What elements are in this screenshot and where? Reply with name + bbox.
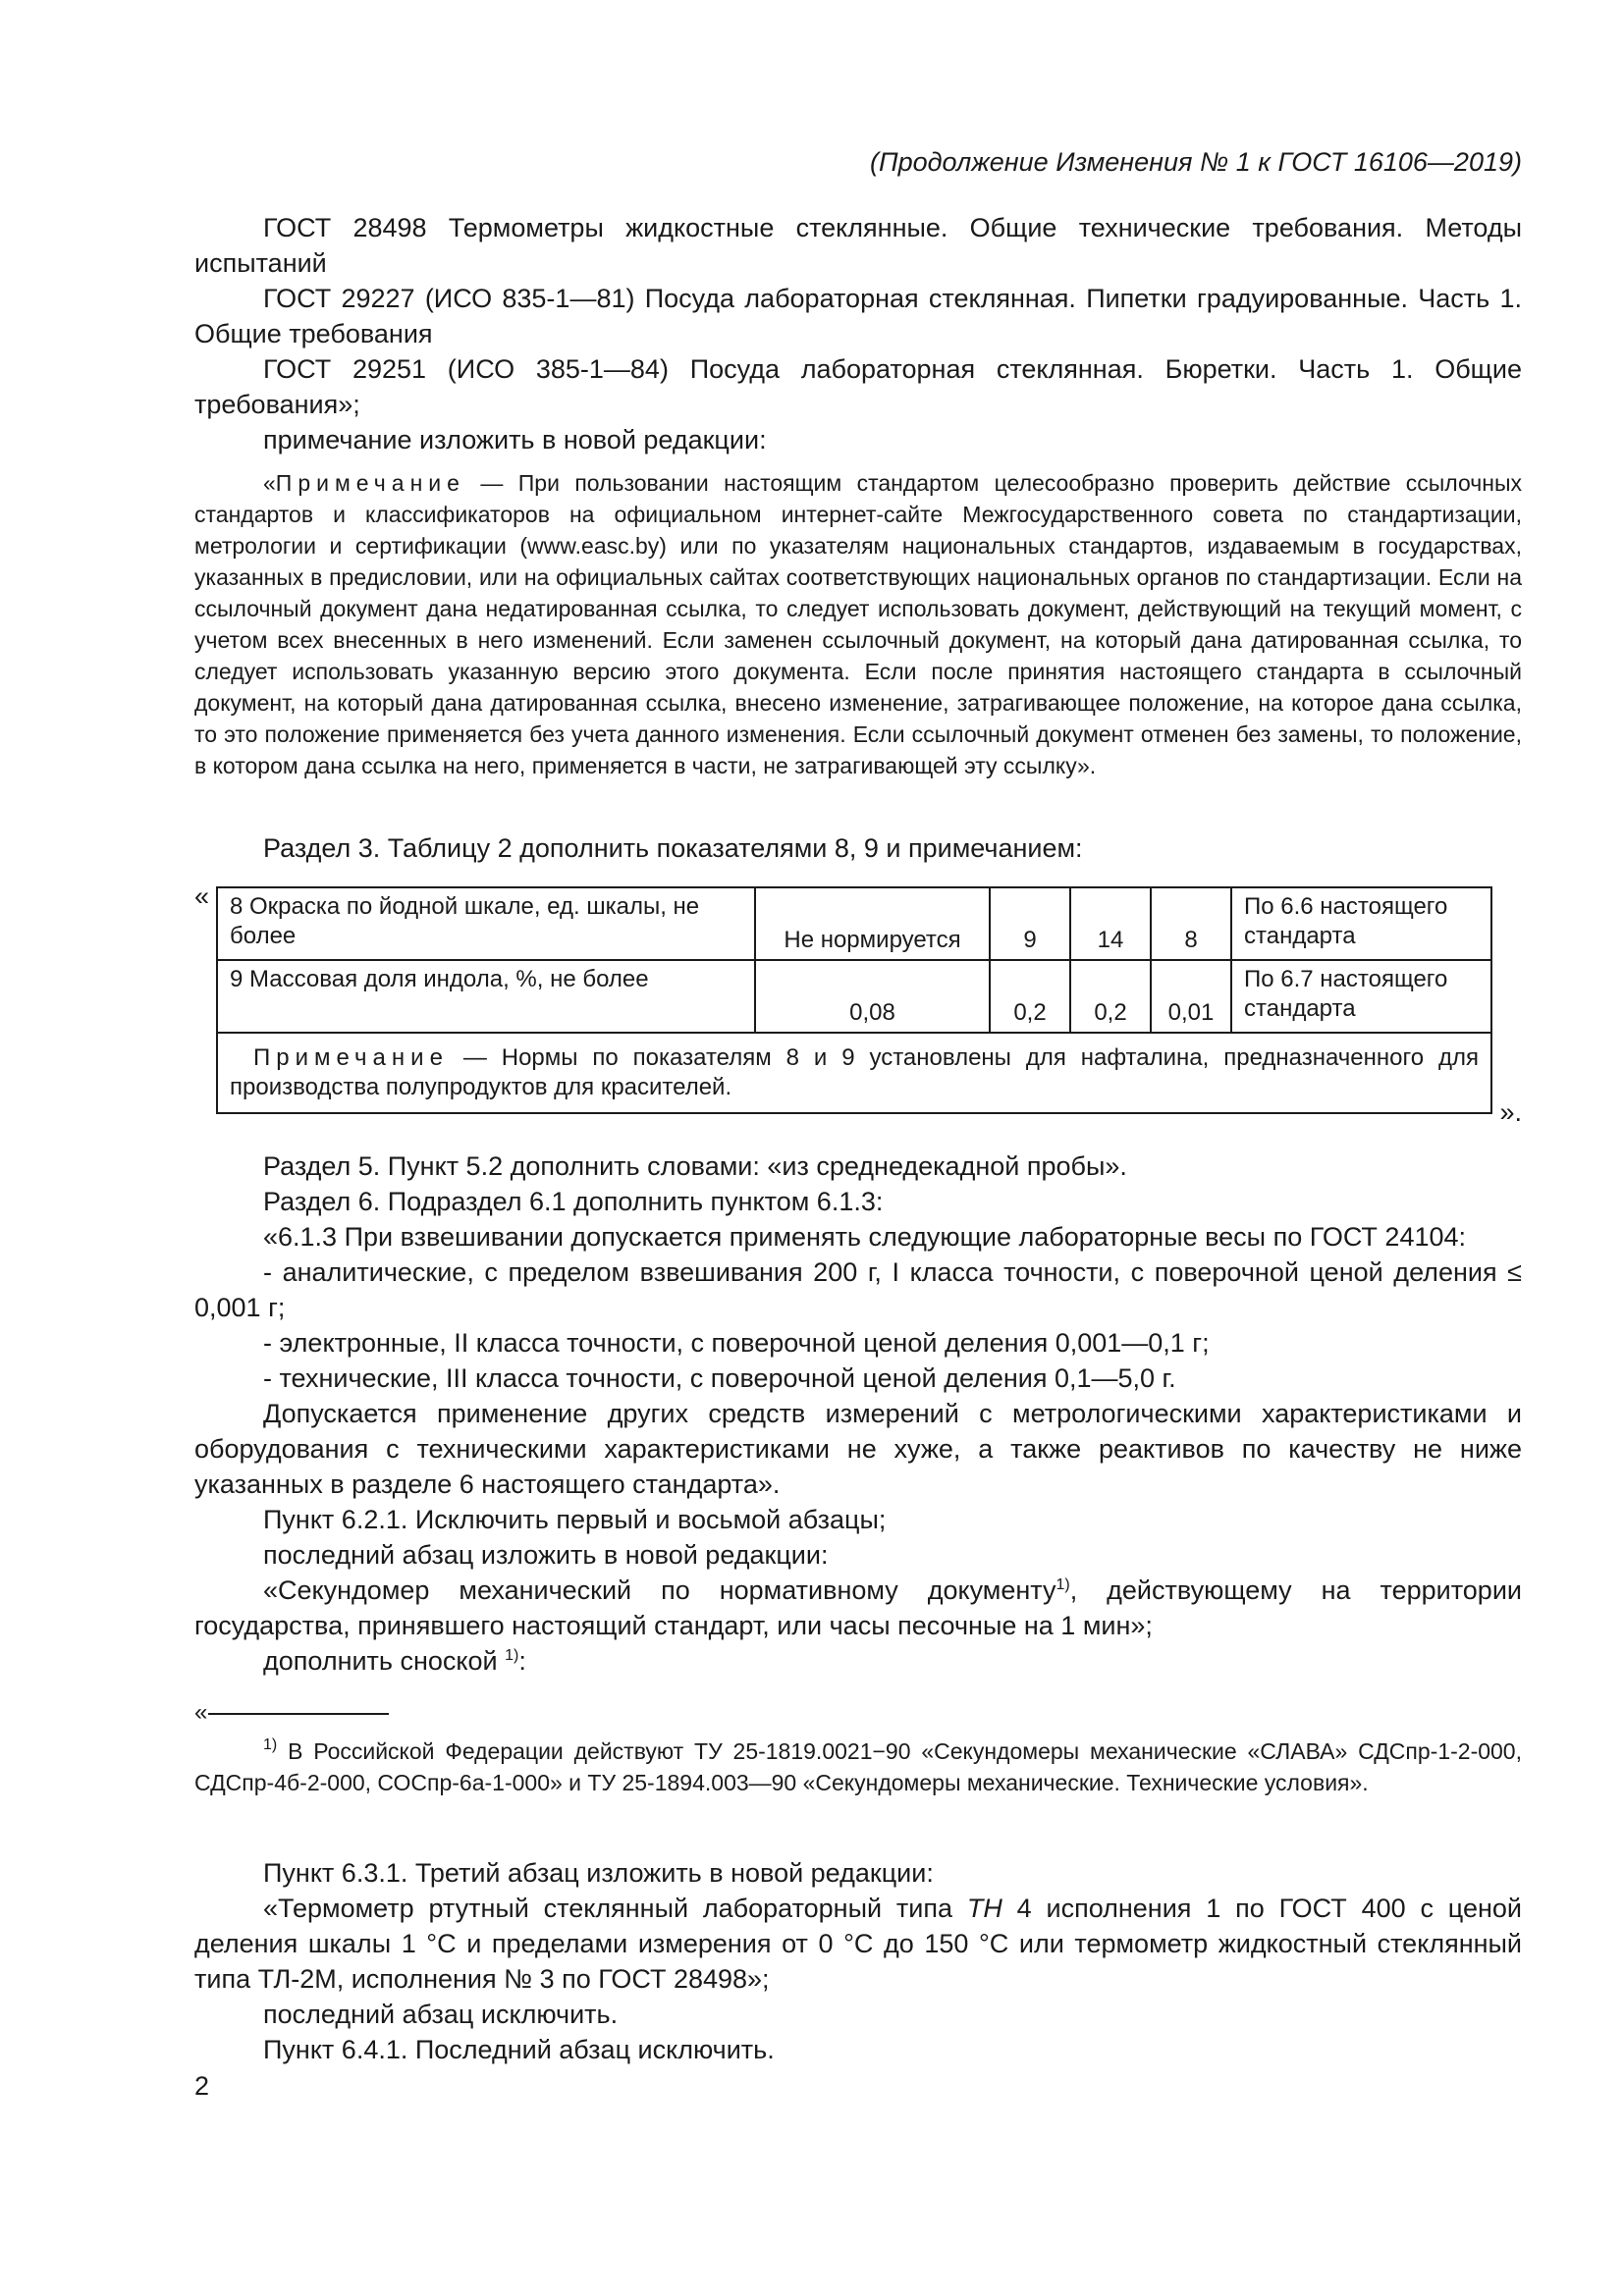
add-footnote-text: дополнить сноской <box>263 1646 506 1676</box>
references-block <box>194 210 1522 457</box>
table-row <box>217 887 1491 960</box>
table-block <box>194 881 1522 1127</box>
paragraph <box>194 1891 1522 1997</box>
table-cell: По 6.7 настоящего стандарта <box>1231 960 1491 1033</box>
table-row <box>217 960 1491 1033</box>
stopwatch-text: «Секундомер механический по нормативному документу <box>263 1575 1056 1605</box>
footnote-ref: 1) <box>1056 1576 1070 1593</box>
note-quote: « <box>263 470 276 496</box>
paragraph: ГОСТ 29251 (ИСО 385-1—84) Посуда лабораторная стеклянная. Бюретки. Часть 1. Общие требования»; <box>194 354 1522 419</box>
footnote <box>194 1735 1522 1798</box>
table-cell: 0,08 <box>755 960 990 1033</box>
table-cell: 0,2 <box>1070 960 1151 1033</box>
footnote-rule <box>208 1713 389 1715</box>
table-note-label: Примечание <box>253 1044 449 1071</box>
table-note-text: — Нормы по показателям 8 и 9 установлены для нафталина, предназначенного для производства полупродуктов для красителей. <box>230 1044 1479 1100</box>
paragraph: - электронные, II класса точности, с поверочной ценой деления 0,001—0,1 г; <box>263 1328 1210 1358</box>
paragraph: Раздел 3. Таблицу 2 дополнить показателями 8, 9 и примечанием: <box>263 833 1083 863</box>
paragraph <box>194 1573 1522 1643</box>
add-footnote-colon: : <box>518 1646 526 1676</box>
note-label: Примечание <box>275 470 465 496</box>
footnote-block <box>194 1735 1522 1798</box>
paragraph: Раздел 5. Пункт 5.2 дополнить словами: «из среднедекадной пробы». <box>263 1151 1127 1181</box>
table-note-row <box>217 1033 1491 1113</box>
footnote-quote: « <box>194 1699 208 1726</box>
thermo-type: ТН <box>966 1894 1002 1923</box>
paragraph <box>194 1643 1522 1679</box>
paragraph: - аналитические, с пределом взвешивания 200 г, I класса точности, с поверочной ценой деления ≤ 0,001 г; <box>194 1257 1522 1322</box>
table-cell: 0,2 <box>990 960 1070 1033</box>
paragraph: Допускается применение других средств измерений с метрологическими характеристиками и оборудования с техническими характеристиками не хуже, а также реактивов по качеству не ниже указанных в разделе 6 настоящего стандарта». <box>194 1399 1522 1499</box>
note-paragraph <box>194 467 1522 781</box>
paragraph: Пункт 6.2.1. Исключить первый и восьмой абзацы; <box>263 1505 887 1534</box>
footnote-text: В Российской Федерации действуют ТУ 25-1819.0021−90 «Секундомеры механические «СЛАВА» СДСпр-1-2-000, СДСпр-4б-2-000, СОСпр-6а-1-000» и ТУ 25-1894.003—90 «Секундомеры механические. Технические условия». <box>194 1738 1522 1795</box>
table-cell: Не нормируется <box>755 887 990 960</box>
paragraph: последний абзац изложить в новой редакции: <box>263 1540 829 1570</box>
section3-block <box>194 830 1522 866</box>
paragraph: Пункт 6.3.1. Третий абзац изложить в новой редакции: <box>263 1858 934 1888</box>
paragraph: Раздел 6. Подраздел 6.1 дополнить пунктом 6.1.3: <box>263 1187 884 1216</box>
paragraph: последний абзац исключить. <box>263 2000 619 2029</box>
table-cell: По 6.6 настоящего стандарта <box>1231 887 1491 960</box>
thermo-text-end: 4 исполнения 1 по ГОСТ 400 с ценой деления шкалы 1 °C и пределами измерения от 0 °C до 150 °C или термометр жидкостный стеклянный типа ТЛ-2М, исполнения № 3 по ГОСТ 28498»; <box>194 1894 1522 1994</box>
table-cell: 9 Массовая доля индола, %, не более <box>217 960 755 1033</box>
paragraph: примечание изложить в новой редакции: <box>263 425 767 454</box>
page-header: (Продолжение Изменения № 1 к ГОСТ 16106—2019) <box>870 147 1522 177</box>
section6-3-block <box>194 1855 1522 2067</box>
table-cell: 8 Окраска по йодной шкале, ед. шкалы, не более <box>217 887 755 960</box>
paragraph: «6.1.3 При взвешивании допускается применять следующие лабораторные весы по ГОСТ 24104: <box>263 1222 1467 1252</box>
table-quote-open: « <box>194 881 210 911</box>
note-block <box>194 467 1522 781</box>
page-number: 2 <box>194 2071 210 2101</box>
table-cell: 14 <box>1070 887 1151 960</box>
table-cell: 0,01 <box>1151 960 1231 1033</box>
indicators-table <box>216 886 1492 1114</box>
table-note-cell <box>217 1033 1491 1113</box>
footnote-ref: 1) <box>505 1647 519 1664</box>
stopwatch-text-end: , действующему на территории государства, принявшего настоящий стандарт, или часы песочные на 1 мин»; <box>194 1575 1522 1640</box>
table-cell: 8 <box>1151 887 1231 960</box>
paragraph: Пункт 6.4.1. Последний абзац исключить. <box>263 2035 775 2064</box>
table-quote-close: ». <box>1499 1097 1522 1127</box>
paragraph: - технические, III класса точности, с поверочной ценой деления 0,1—5,0 г. <box>263 1363 1176 1393</box>
footnote-number: 1) <box>263 1736 278 1753</box>
paragraph: ГОСТ 29227 (ИСО 835-1—81) Посуда лабораторная стеклянная. Пипетки градуированные. Часть 1. Общие требования <box>194 284 1522 348</box>
sections-5-6-block <box>194 1148 1522 1679</box>
note-text: — При пользовании настоящим стандартом целесообразно проверить действие ссылочных стандартов и классификаторов на официальном интернет-сайте Межгосударственного совета по стандартизации, метрологии и сертификации (www.easc.by) или по указателям национальных стандартов, издаваемым в государствах, указанных в предисловии, или на официальных сайтах соответствующих национальных органов по стандартизации. Если на ссылочный документ дана недатированная ссылка, то следует использовать документ, действующий на текущий момент, с учетом всех внесенных в него изменений. Если заменен ссылочный документ, на который дана датированная ссылка, то следует использовать указанную версию этого документа. Если после принятия настоящего стандарта в ссылочный документ, на который дана датированная ссылка, внесено изменение, затрагивающее положение, на которое дана ссылка, то это положение применяется без учета данного изменения. Если ссылочный документ отменен без замены, то положение, в котором дана ссылка на него, применяется в части, не затрагивающей эту ссылку». <box>194 470 1522 778</box>
paragraph: ГОСТ 28498 Термометры жидкостные стеклянные. Общие технические требования. Методы испытаний <box>194 213 1522 278</box>
thermo-text: «Термометр ртутный стеклянный лабораторный типа <box>263 1894 967 1923</box>
table-cell: 9 <box>990 887 1070 960</box>
